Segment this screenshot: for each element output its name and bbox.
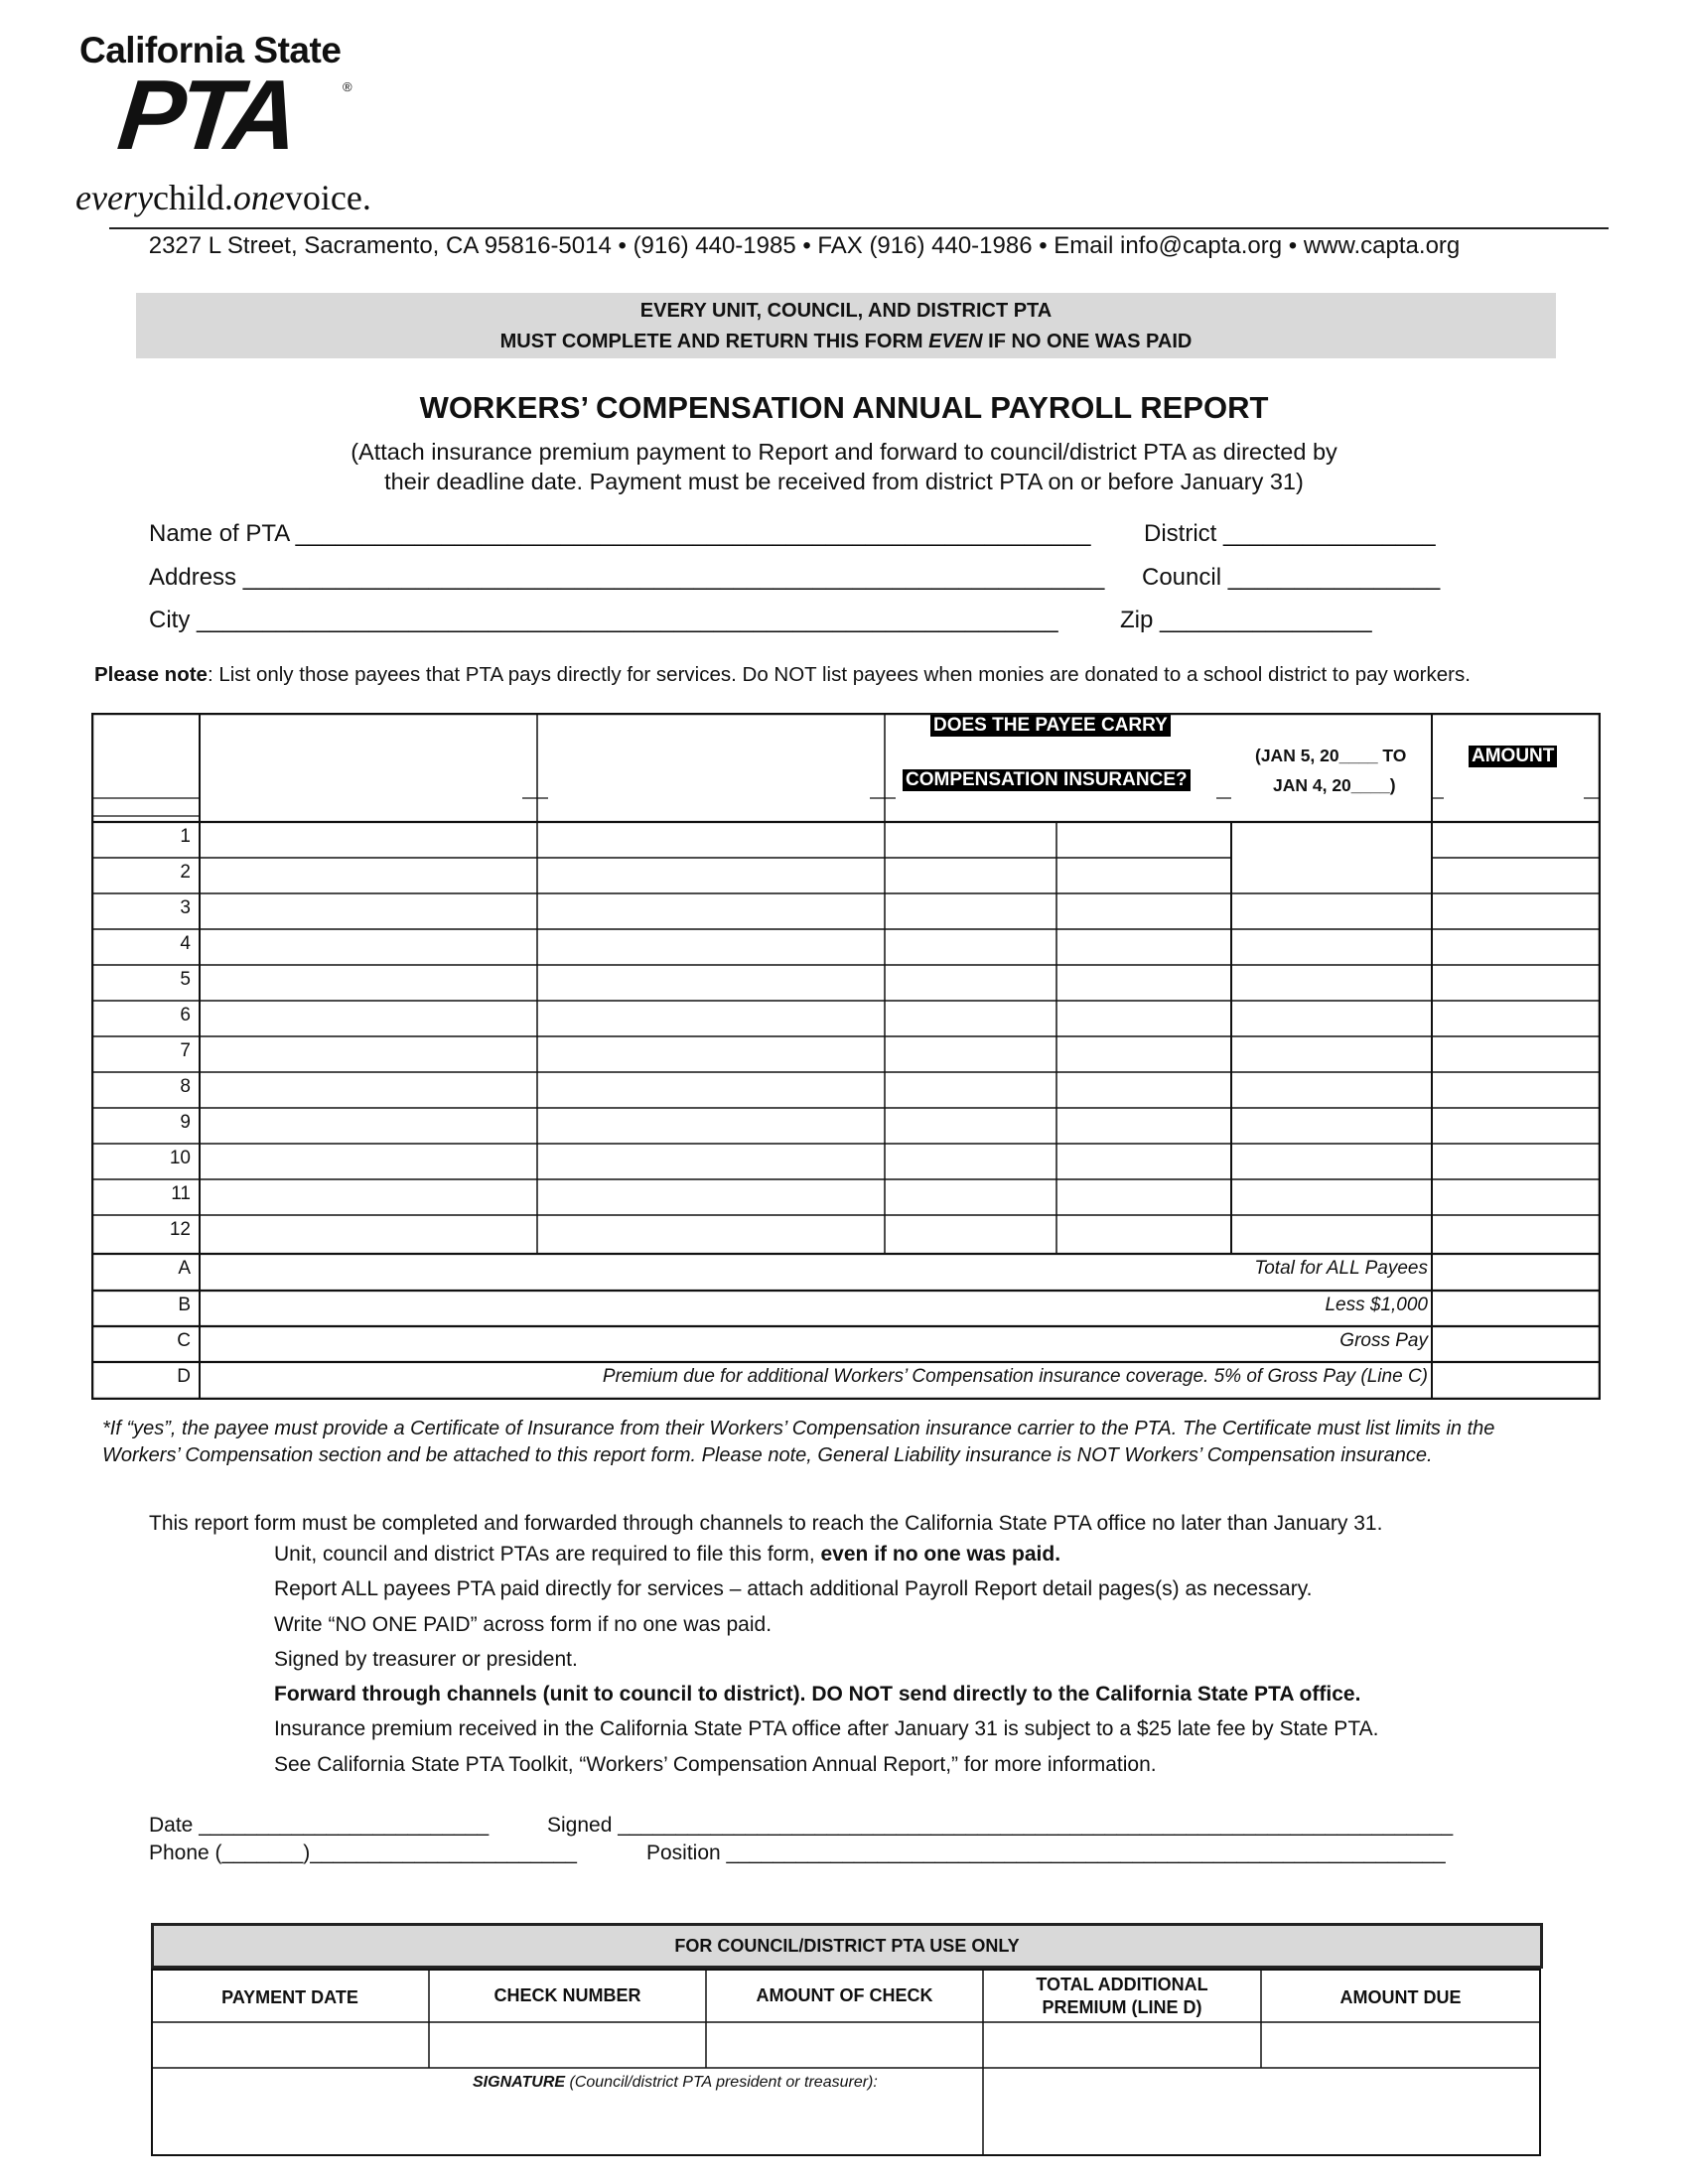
notice-banner bbox=[136, 293, 1556, 358]
contact-line: 2327 L Street, Sacramento, CA 95816-5014 • (916) 440-1985 • FAX (916) 440-1986 • Email info@capta.org • www.capta.org bbox=[148, 232, 1461, 259]
insurance-header-line-1: DOES THE PAYEE CARRY bbox=[930, 715, 1171, 737]
summary-row-key: C bbox=[177, 1330, 191, 1351]
col-check-number: CHECK NUMBER bbox=[493, 1985, 641, 2005]
row-number: 12 bbox=[169, 1219, 191, 1240]
registered-mark: ® bbox=[343, 79, 352, 94]
instructions-list bbox=[246, 1543, 1378, 1788]
address-field[interactable]: Address _________________________________________________________________ bbox=[149, 564, 1105, 591]
notice-line-1: EVERY UNIT, COUNCIL, AND DISTRICT PTA bbox=[639, 300, 1053, 322]
col-payment-date: PAYMENT DATE bbox=[221, 1987, 358, 2007]
insurance-header-line-2: COMPENSATION INSURANCE? bbox=[903, 769, 1191, 791]
col-total-premium: TOTAL ADDITIONAL PREMIUM (LINE D) bbox=[1036, 1975, 1208, 2017]
row-number: 7 bbox=[180, 1040, 191, 1061]
row-number: 8 bbox=[180, 1076, 191, 1097]
instruction-item: Unit, council and district PTAs are required to file this form, even if no one was paid. bbox=[274, 1543, 1061, 1566]
row-number: 1 bbox=[180, 826, 191, 847]
council-signature-label: SIGNATURE (Council/district PTA president or treasurer): bbox=[473, 2074, 878, 2091]
row-number: 10 bbox=[169, 1148, 191, 1168]
amount-header: AMOUNT bbox=[1469, 746, 1557, 767]
logo-org-name: California State bbox=[79, 30, 342, 70]
instruction-item: Write “NO ONE PAID” across form if no one was paid. bbox=[274, 1612, 773, 1636]
insurance-footnote: *If “yes”, the payee must provide a Certificate of Insurance from their Workers’ Compensation insurance carrier to the PTA. The Certificate must list limits in the Workers’ Compensation section and be attached to this report form. Please note, General Liability insurance is NOT Workers’ Compensation insurance. bbox=[102, 1418, 1495, 1466]
row-number: 3 bbox=[180, 897, 191, 918]
summary-row-label: Total for ALL Payees bbox=[1254, 1258, 1428, 1279]
date-field[interactable]: Date _________________________ bbox=[149, 1814, 490, 1837]
position-field[interactable]: Position ______________________________________________________________ bbox=[646, 1842, 1446, 1864]
payee-table bbox=[91, 713, 1601, 1400]
summary-row-label: Less $1,000 bbox=[1325, 1295, 1428, 1315]
notice-line-2: MUST COMPLETE AND RETURN THIS FORM EVEN IF NO ONE WAS PAID bbox=[499, 331, 1193, 352]
row-number: 5 bbox=[180, 969, 191, 990]
row-number: 2 bbox=[180, 862, 191, 883]
council-field[interactable]: Council ________________ bbox=[1142, 564, 1441, 591]
col-amount-due: AMOUNT DUE bbox=[1339, 1987, 1462, 2007]
instruction-item: Insurance premium received in the California State PTA office after January 31 is subject to a $25 late fee by State PTA. bbox=[274, 1717, 1379, 1741]
name-of-pta-field[interactable]: Name of PTA ____________________________________________________________ bbox=[149, 520, 1091, 547]
row-number: 9 bbox=[180, 1112, 191, 1133]
form-subtitle: (Attach insurance premium payment to Report and forward to council/district PTA as directed by their deadline date. Payment must be received from district PTA on or before January 31) bbox=[351, 439, 1337, 494]
summary-row-key: D bbox=[177, 1366, 191, 1387]
row-number: 6 bbox=[180, 1005, 191, 1025]
council-box-heading: FOR COUNCIL/DISTRICT PTA USE ONLY bbox=[151, 1923, 1543, 1969]
period-header-line-2: JAN 4, 20____) bbox=[1273, 775, 1396, 795]
instruction-item: Report ALL payees PTA paid directly for services – attach additional Payroll Report detail pages(s) as necessary. bbox=[274, 1577, 1313, 1601]
logo-tagline: everychild.onevoice. bbox=[75, 178, 371, 217]
summary-row-label: Premium due for additional Workers’ Compensation insurance coverage. 5% of Gross Pay (Line C) bbox=[602, 1366, 1428, 1387]
col-amount-of-check: AMOUNT OF CHECK bbox=[756, 1985, 933, 2005]
instruction-item: Forward through channels (unit to council to district). DO NOT send directly to the California State PTA office. bbox=[274, 1683, 1361, 1706]
row-number: 4 bbox=[180, 933, 191, 954]
instruction-item: See California State PTA Toolkit, “Workers’ Compensation Annual Report,” for more information. bbox=[274, 1752, 1157, 1776]
period-header-line-1: (JAN 5, 20____ TO bbox=[1255, 746, 1407, 765]
pta-logo-mark: PTA bbox=[113, 60, 299, 171]
please-note: Please note: List only those payees that PTA pays directly for services. Do NOT list payees when monies are donated to a school district to pay workers. bbox=[94, 663, 1471, 686]
city-field[interactable]: City _________________________________________________________________ bbox=[149, 607, 1058, 633]
summary-row-label: Gross Pay bbox=[1339, 1330, 1428, 1351]
district-field[interactable]: District ________________ bbox=[1144, 520, 1436, 547]
form-title: WORKERS’ COMPENSATION ANNUAL PAYROLL REPORT bbox=[419, 390, 1269, 425]
phone-field[interactable]: Phone (_______)_______________________ bbox=[149, 1842, 577, 1864]
header-rule bbox=[109, 227, 1609, 229]
row-number: 11 bbox=[171, 1183, 191, 1204]
summary-row-key: B bbox=[178, 1295, 191, 1315]
summary-row-key: A bbox=[178, 1258, 191, 1279]
signed-field[interactable]: Signed ________________________________________________________________________ bbox=[547, 1814, 1454, 1837]
instruction-item: Signed by treasurer or president. bbox=[274, 1647, 578, 1671]
instructions-intro: This report form must be completed and forwarded through channels to reach the California State PTA office no later than January 31. bbox=[149, 1512, 1383, 1535]
zip-field[interactable]: Zip ________________ bbox=[1120, 607, 1372, 633]
